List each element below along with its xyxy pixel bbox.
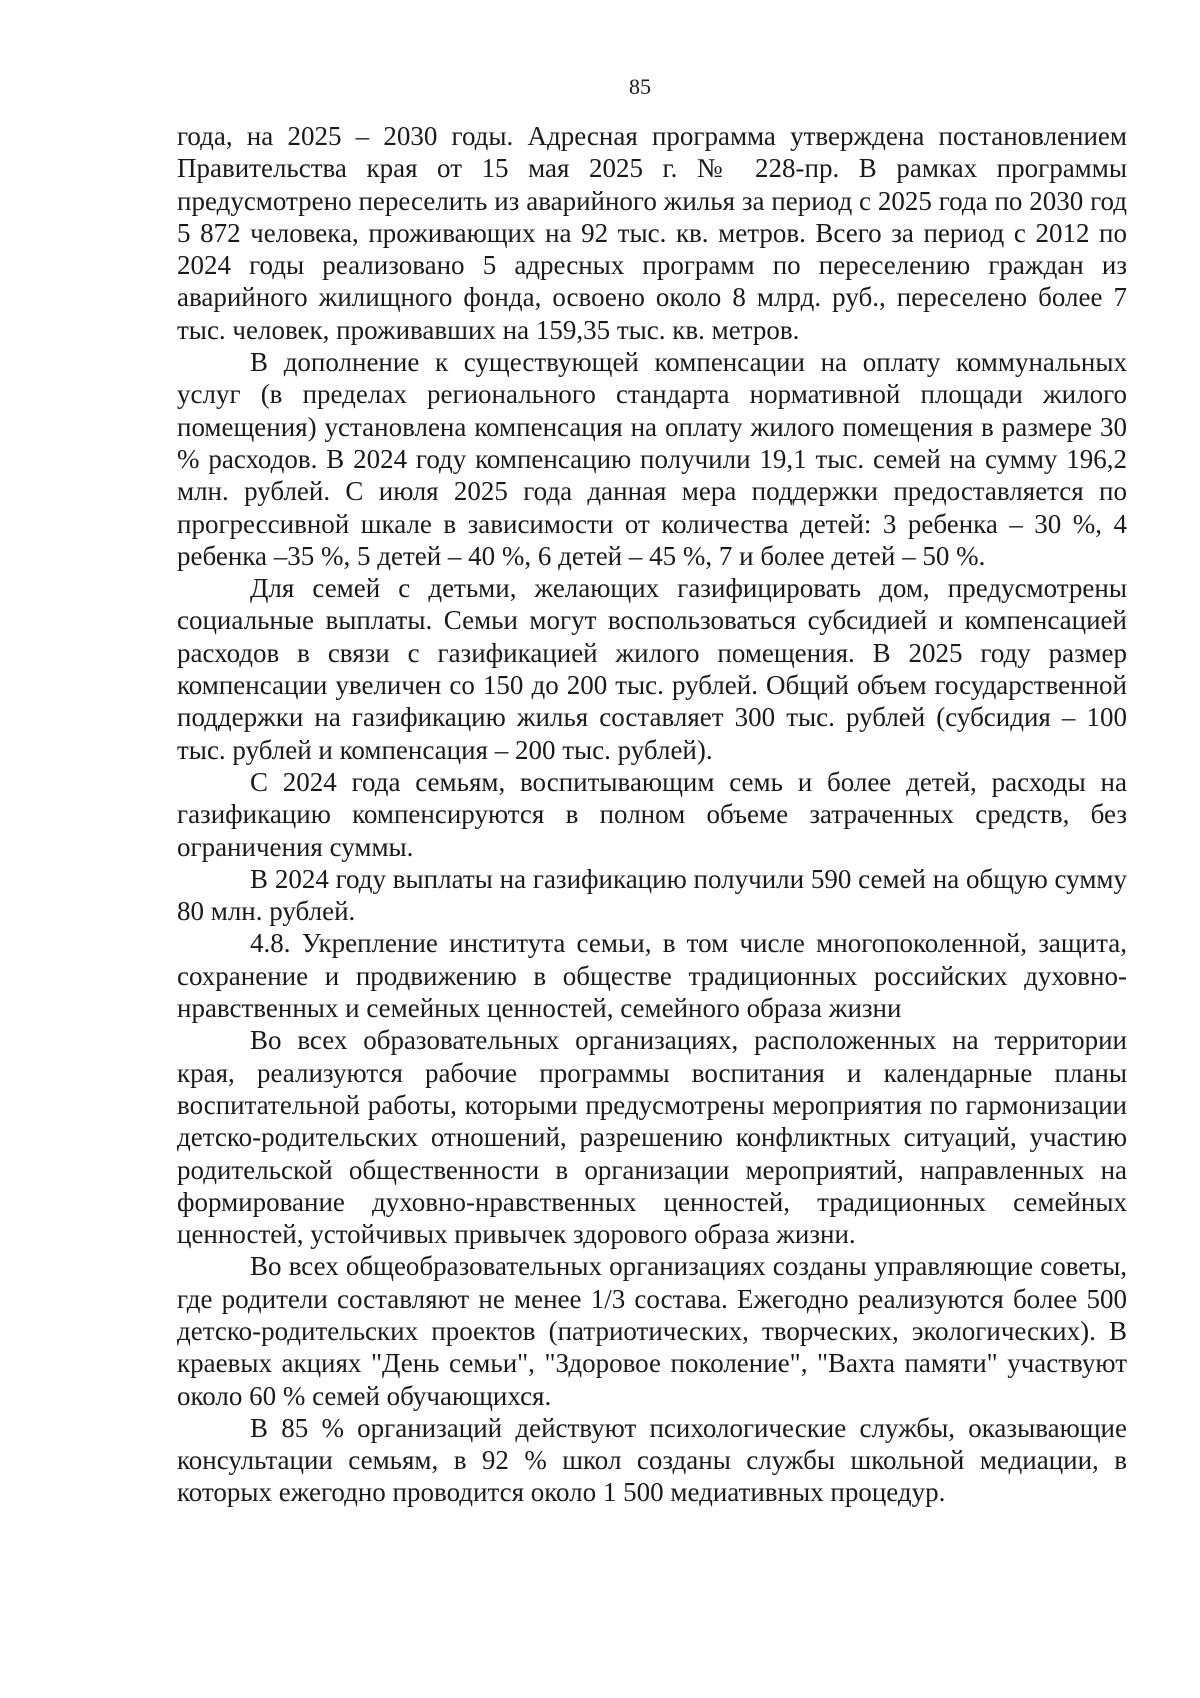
paragraph-psychological-services: В 85 % организаций действуют психологические службы, оказывающие консультации семьям, в 92 % школ созданы службы школьной медиации, в которых ежегодно проводится около 1 500 медиативных процедур.	[177, 1412, 1127, 1508]
paragraph-large-families-gasification: С 2024 года семьям, воспитывающим семь и более детей, расходы на газификацию компенсируются в полном объеме затраченных средств, без ограничения суммы.	[177, 766, 1127, 862]
paragraph-resettlement-program: года, на 2025 – 2030 годы. Адресная программа утверждена постановлением Правительства края от 15 мая 2025 г. № 228-пр. В рамках программы предусмотрено переселить из аварийного жилья за период с 2025 года по 2030 год 5 872 человека, проживающих на 92 тыс. кв. метров. Всего за период с 2012 по 2024 годы реализовано 5 адресных программ по переселению граждан из аварийного жилищного фонда, освоено около 8 млрд. руб., переселено более 7 тыс. человек, проживавших на 159,35 тыс. кв. метров.	[177, 121, 1127, 345]
paragraph-housing-compensation: В дополнение к существующей компенсации на оплату коммунальных услуг (в пределах регионального стандарта нормативной площади жилого помещения) установлена компенсация на оплату жилого помещения в размере 30 % расходов. В 2024 году компенсацию получили 19,1 тыс. семей на сумму 196,2 млн. рублей. С июля 2025 года данная мера поддержки предоставляется по прогрессивной шкале в зависимости от количества детей: 3 ребенка – 30 %, 4 ребенка –35 %, 5 детей – 40 %, 6 детей – 45 %, 7 и более детей – 50 %.	[177, 347, 1127, 571]
document-body	[177, 120, 1127, 1509]
paragraph-gasification-2024: В 2024 году выплаты на газификацию получили 590 семей на общую сумму 80 млн. рублей.	[177, 863, 1127, 927]
paragraph-education-programs: Во всех образовательных организациях, расположенных на территории края, реализуются рабочие программы воспитания и календарные планы воспитательной работы, которыми предусмотрены мероприятия по гармонизации детско-родительских отношений, разрешению конфликтных ситуаций, участию родительской общественности в организации мероприятий, направленных на формирование духовно-нравственных ценностей, традиционных семейных ценностей, устойчивых привычек здорового образа жизни.	[177, 1025, 1127, 1250]
section-heading-4-8: 4.8. Укрепление института семьи, в том числе многопоколенной, защита, сохранение и продвижению в обществе традиционных российских духовно-нравственных и семейных ценностей, семейного образа жизни	[177, 928, 1127, 1024]
paragraph-governing-councils: Во всех общеобразовательных организациях созданы управляющие советы, где родители составляют не менее 1/3 состава. Ежегодно реализуются более 500 детско-родительских проектов (патриотических, творческих, экологических). В краевых акциях "День семьи", "Здоровое поколение", "Вахта памяти" участвуют около 60 % семей обучающихся.	[177, 1251, 1127, 1411]
page-number: 85	[629, 74, 651, 99]
paragraph-gasification-payments: Для семей с детьми, желающих газифицировать дом, предусмотрены социальные выплаты. Семьи могут воспользоваться субсидией и компенсацией расходов в связи с газификацией жилого помещения. В 2025 году размер компенсации увеличен со 150 до 200 тыс. рублей. Общий объем государственной поддержки на газификацию жилья составляет 300 тыс. рублей (субсидия – 100 тыс. рублей и компенсация – 200 тыс. рублей).	[177, 573, 1127, 765]
